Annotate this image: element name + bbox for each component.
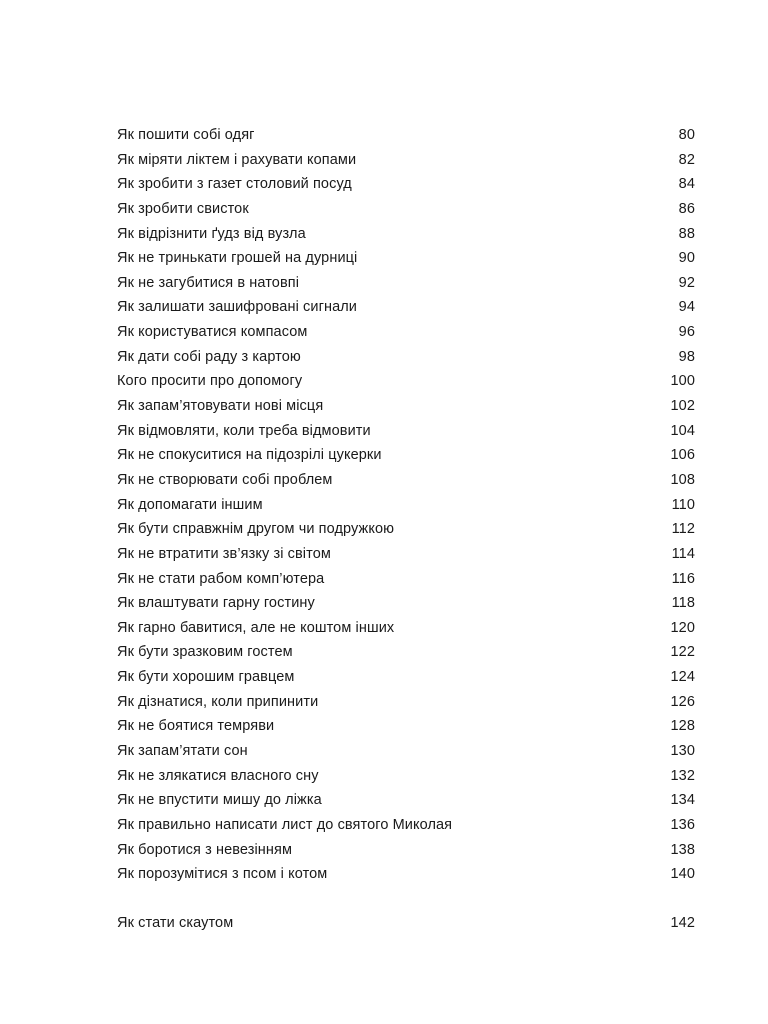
toc-entry xyxy=(117,838,695,863)
toc-entry-title: Як влаштувати гарну гостину xyxy=(117,595,315,612)
toc-entry xyxy=(117,419,695,444)
toc-entry xyxy=(117,271,695,296)
toc-entry-page: 104 xyxy=(670,422,695,439)
toc-entry-page: 86 xyxy=(678,200,695,217)
toc-entry-title: Як не боятися темряви xyxy=(117,718,275,735)
toc-entry-page: 84 xyxy=(678,176,695,193)
toc-entry xyxy=(117,542,695,567)
toc-entry-page: 138 xyxy=(670,841,695,858)
toc-entry-title: Як порозумітися з псом і котом xyxy=(117,866,328,883)
toc-entry-title: Як запам’ятати сон xyxy=(117,743,248,760)
toc-entry-page: 108 xyxy=(670,471,695,488)
toc-entry-title: Як стати скаутом xyxy=(117,915,234,931)
toc-entry-page: 128 xyxy=(670,718,695,735)
toc-entry-title: Як не злякатися власного сну xyxy=(117,767,319,784)
toc-entry-page: 98 xyxy=(678,348,695,365)
toc-entry xyxy=(117,493,695,518)
toc-entry xyxy=(117,517,695,542)
toc-entry xyxy=(117,640,695,665)
toc-entry xyxy=(117,468,695,493)
toc-entry xyxy=(117,665,695,690)
toc-entry-page: 90 xyxy=(678,250,695,267)
toc-entry-page: 130 xyxy=(670,743,695,760)
toc-entry xyxy=(117,148,695,173)
toc-entry-page: 112 xyxy=(671,521,695,538)
toc-entry xyxy=(117,394,695,419)
toc-entry xyxy=(117,788,695,813)
toc-entry-page: 140 xyxy=(670,866,695,883)
toc-entry-title: Як зробити з газет столовий посуд xyxy=(117,176,352,193)
toc-entry xyxy=(117,862,695,887)
toc-entry xyxy=(117,123,695,148)
toc-entry-page: 100 xyxy=(670,373,695,390)
toc-entry-title: Як не спокуситися на підозрілі цукерки xyxy=(117,447,382,464)
toc-entry-title: Як не впустити мишу до ліжка xyxy=(117,792,322,809)
toc-entry-title: Як пошити собі одяг xyxy=(117,127,255,143)
toc-entry xyxy=(117,591,695,616)
toc-entry-page: 126 xyxy=(670,693,695,710)
toc-entry-title: Як боротися з невезінням xyxy=(117,841,293,858)
toc-entry-title: Як бути хорошим гравцем xyxy=(117,669,295,686)
toc-entry-title: Як користуватися компасом xyxy=(117,324,308,341)
toc-entry-title: Як допомагати іншим xyxy=(117,496,263,513)
toc-entry-title: Як відмовляти, коли треба відмовити xyxy=(117,422,371,439)
toc-entry-title: Як бути зразковим гостем xyxy=(117,644,293,661)
toc-entry-title: Як не втратити зв’язку зі світом xyxy=(117,545,331,562)
toc-entry-title: Як правильно написати лист до святого Миколая xyxy=(117,816,453,833)
table-of-contents xyxy=(117,123,695,887)
toc-entry-title: Як не стати рабом комп’ютера xyxy=(117,570,325,587)
toc-entry-title: Як дізнатися, коли припинити xyxy=(117,693,319,710)
toc-entry xyxy=(117,764,695,789)
toc-entry-page: 142 xyxy=(670,915,695,931)
toc-entry-title: Як не тринькати грошей на дурниці xyxy=(117,250,358,267)
toc-entry xyxy=(117,813,695,838)
toc-entry-page: 96 xyxy=(678,324,695,341)
toc-entry xyxy=(117,246,695,271)
toc-entry xyxy=(117,172,695,197)
toc-entry-page: 116 xyxy=(671,570,695,587)
toc-entry-title: Як не створювати собі проблем xyxy=(117,471,333,488)
toc-entry xyxy=(117,567,695,592)
toc-entry-title: Як міряти ліктем і рахувати копами xyxy=(117,151,357,168)
toc-entry-title: Як гарно бавитися, але не коштом інших xyxy=(117,619,395,636)
toc-entry xyxy=(117,197,695,222)
toc-entry-page: 92 xyxy=(678,274,695,291)
toc-entry xyxy=(117,739,695,764)
toc-entry xyxy=(117,690,695,715)
toc-entry-page: 114 xyxy=(671,545,695,562)
toc-entry-page: 132 xyxy=(670,767,695,784)
toc-entry xyxy=(117,616,695,641)
toc-entry-page: 110 xyxy=(671,496,695,513)
toc-final-entry xyxy=(117,911,695,936)
toc-entry-page: 94 xyxy=(678,299,695,316)
toc-entry-title: Кого просити про допомогу xyxy=(117,373,303,390)
toc-entry-page: 88 xyxy=(678,225,695,242)
toc-entry-page: 80 xyxy=(678,127,695,143)
toc-entry-page: 122 xyxy=(670,644,695,661)
toc-entry-page: 120 xyxy=(670,619,695,636)
toc-entry xyxy=(117,443,695,468)
toc-entry xyxy=(117,345,695,370)
toc-entry-page: 106 xyxy=(670,447,695,464)
toc-entry-title: Як відрізнити ґудз від вузла xyxy=(117,225,306,242)
toc-entry xyxy=(117,320,695,345)
toc-entry-page: 82 xyxy=(678,151,695,168)
toc-entry-page: 102 xyxy=(670,398,695,415)
toc-entry-title: Як запам’ятовувати нові місця xyxy=(117,398,324,415)
toc-entry xyxy=(117,295,695,320)
toc-entry xyxy=(117,222,695,247)
toc-entry-title: Як не загубитися в натовпі xyxy=(117,274,300,291)
toc-entry-page: 124 xyxy=(670,669,695,686)
toc-entry-title: Як зробити свисток xyxy=(117,200,249,217)
toc-entry xyxy=(117,369,695,394)
toc-entry-page: 118 xyxy=(671,595,695,612)
toc-entry-page: 136 xyxy=(670,816,695,833)
toc-entry-title: Як залишати зашифровані сигнали xyxy=(117,299,357,316)
toc-entry-title: Як дати собі раду з картою xyxy=(117,348,301,365)
toc-entry-title: Як бути справжнім другом чи подружкою xyxy=(117,521,395,538)
toc-entry xyxy=(117,714,695,739)
toc-entry-page: 134 xyxy=(670,792,695,809)
